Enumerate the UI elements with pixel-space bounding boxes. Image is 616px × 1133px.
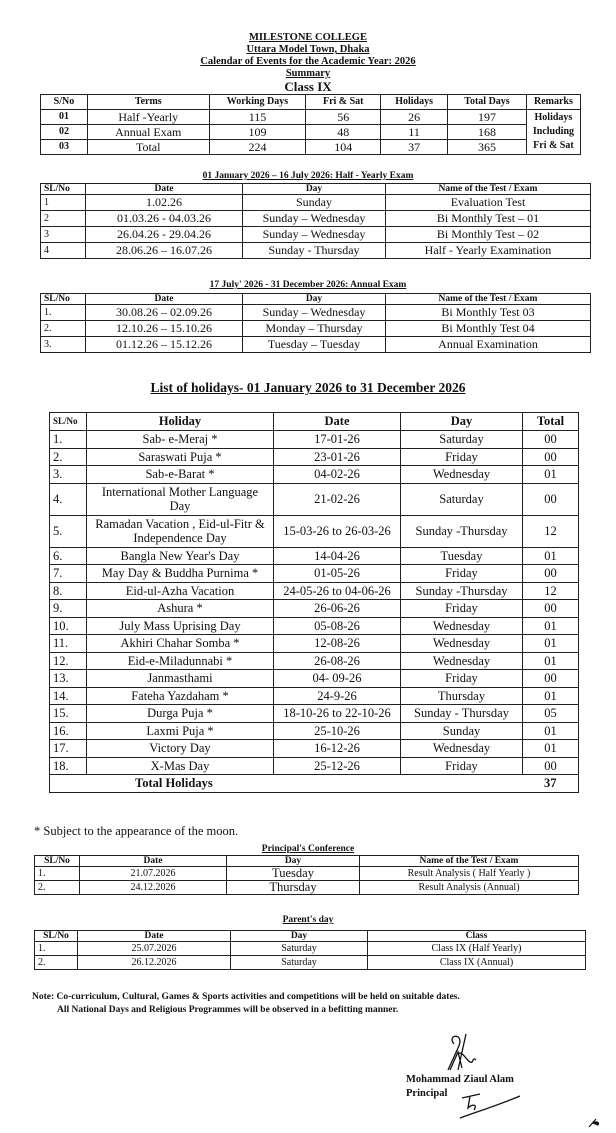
cell-day: Saturday xyxy=(401,483,523,515)
cell-sl: 10. xyxy=(50,617,87,635)
col-name: Name of the Test / Exam xyxy=(386,184,591,195)
cell-name: Half - Yearly Examination xyxy=(386,243,591,259)
cell-day: Wednesday xyxy=(401,617,523,635)
cell-total: 01 xyxy=(523,466,579,484)
cell-total: 01 xyxy=(523,687,579,705)
table-row xyxy=(50,431,579,449)
cell-holiday: Laxmi Puja * xyxy=(87,722,274,740)
summary-label: Summary xyxy=(285,68,331,79)
col-terms: Terms xyxy=(87,95,209,110)
cell-total: 01 xyxy=(523,635,579,653)
cell-day: Saturday xyxy=(401,431,523,449)
cell-date: 21.07.2026 xyxy=(80,867,227,881)
cell-day: Sunday - Thursday xyxy=(401,705,523,723)
table-row xyxy=(50,448,579,466)
cell-sl: 1. xyxy=(50,431,87,449)
col-date: Date xyxy=(80,856,227,867)
cell-frisat: 48 xyxy=(306,125,381,140)
table-row xyxy=(50,547,579,565)
cell-date: 04- 09-26 xyxy=(274,670,401,688)
cell-holiday: Durga Puja * xyxy=(87,705,274,723)
table-row xyxy=(35,881,579,895)
table-header-row xyxy=(35,856,579,867)
cell-holiday: X-Mas Day xyxy=(87,757,274,775)
cell-sno: 03 xyxy=(41,140,88,155)
cell-sl: 1. xyxy=(35,942,78,956)
cell-total: 01 xyxy=(523,617,579,635)
cell-sl: 1 xyxy=(41,195,86,211)
cell-holiday: Eid-ul-Azha Vacation xyxy=(87,582,274,600)
cell-name: Result Analysis (Annual) xyxy=(360,881,579,895)
cell-holiday: International Mother Language Day xyxy=(87,483,274,515)
cell-day: Sunday xyxy=(401,722,523,740)
col-sl: SL/No xyxy=(35,931,78,942)
table-row xyxy=(41,140,581,155)
cell-holiday: Ramadan Vacation , Eid-ul-Fitr & Independence Day xyxy=(87,515,274,547)
cell-day: Sunday xyxy=(243,195,386,211)
cell-term: Total xyxy=(87,140,209,155)
cell-working: 115 xyxy=(209,110,306,125)
col-class: Class xyxy=(368,931,586,942)
table-row xyxy=(50,740,579,758)
cell-frisat: 56 xyxy=(306,110,381,125)
annual-table xyxy=(40,293,591,353)
table-row xyxy=(50,617,579,635)
cell-name: Bi Monthly Test – 01 xyxy=(386,211,591,227)
cell-sl: 8. xyxy=(50,582,87,600)
cell-sl: 6. xyxy=(50,547,87,565)
cell-total: 01 xyxy=(523,740,579,758)
cell-total: 01 xyxy=(523,547,579,565)
cell-date: 01-05-26 xyxy=(274,565,401,583)
col-total: Total xyxy=(523,413,579,431)
summary-table xyxy=(40,94,581,155)
table-row xyxy=(41,321,591,337)
cell-working: 224 xyxy=(209,140,306,155)
cell-date: 26.04.26 - 29.04.26 xyxy=(86,227,243,243)
table-row xyxy=(50,565,579,583)
cell-term: Half -Yearly xyxy=(87,110,209,125)
col-day: Day xyxy=(243,294,386,305)
cell-name: Bi Monthly Test – 02 xyxy=(386,227,591,243)
cell-date: 26-06-26 xyxy=(274,600,401,618)
cell-frisat: 104 xyxy=(306,140,381,155)
cell-sl: 4. xyxy=(50,483,87,515)
seal-initial-icon xyxy=(456,1090,526,1120)
cell-holiday: Ashura * xyxy=(87,600,274,618)
college-address: Uttara Model Town, Dhaka xyxy=(246,44,370,55)
table-row xyxy=(50,705,579,723)
cell-date: 01.03.26 - 04.03.26 xyxy=(86,211,243,227)
moon-footnote: * Subject to the appearance of the moon. xyxy=(34,824,239,838)
cell-holiday: Bangla New Year's Day xyxy=(87,547,274,565)
cell-day: Thursday xyxy=(227,881,360,895)
cell-sl: 16. xyxy=(50,722,87,740)
table-row xyxy=(50,670,579,688)
cell-total: 197 xyxy=(448,110,527,125)
cell-total: 01 xyxy=(523,652,579,670)
table-row xyxy=(35,867,579,881)
table-row xyxy=(50,652,579,670)
table-row xyxy=(35,942,586,956)
cell-holiday: Victory Day xyxy=(87,740,274,758)
cell-class: Class IX (Annual) xyxy=(368,956,586,970)
cell-date: 25.07.2026 xyxy=(78,942,231,956)
col-holiday: Holiday xyxy=(87,413,274,431)
cell-total: 00 xyxy=(523,670,579,688)
cell-sl: 9. xyxy=(50,600,87,618)
cell-sl: 4 xyxy=(41,243,86,259)
table-row xyxy=(41,195,591,211)
cell-sl: 1. xyxy=(41,305,86,321)
col-day: Day xyxy=(243,184,386,195)
table-row xyxy=(41,243,591,259)
calendar-title: Calendar of Events for the Academic Year: 2026 xyxy=(200,56,416,67)
holidays-title: List of holidays- 01 January 2026 to 31 December 2026 xyxy=(150,380,466,395)
cell-name: Result Analysis ( Half Yearly ) xyxy=(360,867,579,881)
total-holidays-label: Total Holidays xyxy=(50,775,523,793)
half-yearly-title: 01 January 2026 – 16 July 2026: Half - Yearly Exam xyxy=(202,171,414,181)
cell-date: 14-04-26 xyxy=(274,547,401,565)
cell-date: 24.12.2026 xyxy=(80,881,227,895)
cell-day: Wednesday xyxy=(401,652,523,670)
cell-working: 109 xyxy=(209,125,306,140)
cell-day: Wednesday xyxy=(401,466,523,484)
table-row xyxy=(41,211,591,227)
cell-remarks: Holidays Including Fri & Sat xyxy=(526,110,580,155)
conference-title: Principal's Conference xyxy=(261,844,355,854)
college-name: MILESTONE COLLEGE xyxy=(249,32,367,43)
table-row xyxy=(50,515,579,547)
cell-day: Sunday – Wednesday xyxy=(243,227,386,243)
cell-sl: 13. xyxy=(50,670,87,688)
note-line-2: All National Days and Religious Programmes will be observed in a befitting manner. xyxy=(57,1005,399,1015)
cell-sl: 1. xyxy=(35,867,80,881)
table-header-row xyxy=(50,413,579,431)
cell-holiday: May Day & Buddha Purnima * xyxy=(87,565,274,583)
cell-day: Tuesday xyxy=(227,867,360,881)
cell-sl: 7. xyxy=(50,565,87,583)
table-row xyxy=(50,722,579,740)
cell-sl: 2. xyxy=(41,321,86,337)
cell-date: 18-10-26 to 22-10-26 xyxy=(274,705,401,723)
class-label: Class IX xyxy=(284,79,332,94)
cell-day: Monday – Thursday xyxy=(243,321,386,337)
cell-sl: 3. xyxy=(41,337,86,353)
total-holidays-row xyxy=(50,775,579,793)
signature-icon xyxy=(436,1030,496,1075)
note-text-1: Co-curriculum, Cultural, Games & Sports activities and competitions will be held on suitable dates. xyxy=(56,992,460,1002)
col-day: Day xyxy=(401,413,523,431)
col-sl: SL/No xyxy=(41,184,86,195)
cell-holiday: Eid-e-Miladunnabi * xyxy=(87,652,274,670)
cell-term: Annual Exam xyxy=(87,125,209,140)
cell-total: 00 xyxy=(523,483,579,515)
col-day: Day xyxy=(231,931,368,942)
table-row xyxy=(50,687,579,705)
cell-name: Evaluation Test xyxy=(386,195,591,211)
cell-date: 12-08-26 xyxy=(274,635,401,653)
cell-total: 00 xyxy=(523,431,579,449)
cell-day: Thursday xyxy=(401,687,523,705)
col-date: Date xyxy=(78,931,231,942)
table-row xyxy=(50,582,579,600)
parents-day-table xyxy=(34,930,586,970)
cell-day: Tuesday xyxy=(401,547,523,565)
cell-date: 30.08.26 – 02.09.26 xyxy=(86,305,243,321)
col-date: Date xyxy=(274,413,401,431)
cell-day: Saturday xyxy=(231,956,368,970)
cell-date: 23-01-26 xyxy=(274,448,401,466)
cell-name: Bi Monthly Test 03 xyxy=(386,305,591,321)
cell-day: Wednesday xyxy=(401,635,523,653)
col-date: Date xyxy=(86,294,243,305)
cell-date: 15-03-26 to 26-03-26 xyxy=(274,515,401,547)
holidays-table xyxy=(49,412,579,793)
cell-date: 25-12-26 xyxy=(274,757,401,775)
principal-name: Mohammad Ziaul Alam xyxy=(406,1074,514,1085)
cell-day: Sunday – Wednesday xyxy=(243,305,386,321)
cell-date: 24-9-26 xyxy=(274,687,401,705)
cell-sl: 2. xyxy=(35,881,80,895)
cell-holiday: Akhiri Chahar Somba * xyxy=(87,635,274,653)
cell-day: Sunday - Thursday xyxy=(243,243,386,259)
cell-holidays: 37 xyxy=(381,140,448,155)
cell-date: 26.12.2026 xyxy=(78,956,231,970)
table-row xyxy=(41,125,581,140)
table-row xyxy=(50,635,579,653)
conference-table xyxy=(34,855,579,895)
cell-name: Bi Monthly Test 04 xyxy=(386,321,591,337)
col-holidays: Holidays xyxy=(381,95,448,110)
note-line-1 xyxy=(32,991,460,1004)
table-row xyxy=(35,956,586,970)
cell-date: 01.12.26 – 15.12.26 xyxy=(86,337,243,353)
cell-sno: 01 xyxy=(41,110,88,125)
cell-date: 04-02-26 xyxy=(274,466,401,484)
table-row xyxy=(41,337,591,353)
col-date: Date xyxy=(86,184,243,195)
cell-holiday: Janmasthami xyxy=(87,670,274,688)
cell-total: 00 xyxy=(523,565,579,583)
cell-day: Friday xyxy=(401,600,523,618)
cell-holiday: July Mass Uprising Day xyxy=(87,617,274,635)
cell-date: 24-05-26 to 04-06-26 xyxy=(274,582,401,600)
cell-sl: 12. xyxy=(50,652,87,670)
cell-class: Class IX (Half Yearly) xyxy=(368,942,586,956)
table-row xyxy=(50,483,579,515)
cell-name: Annual Examination xyxy=(386,337,591,353)
col-fri-sat: Fri & Sat xyxy=(306,95,381,110)
cell-total: 00 xyxy=(523,448,579,466)
cell-day: Friday xyxy=(401,757,523,775)
cell-day: Sunday – Wednesday xyxy=(243,211,386,227)
cell-sl: 15. xyxy=(50,705,87,723)
col-total-days: Total Days xyxy=(448,95,527,110)
cell-date: 28.06.26 – 16.07.26 xyxy=(86,243,243,259)
cell-holiday: Sab- e-Meraj * xyxy=(87,431,274,449)
col-sl: SL/No xyxy=(50,413,87,431)
cell-sl: 11. xyxy=(50,635,87,653)
cell-total: 05 xyxy=(523,705,579,723)
cell-day: Wednesday xyxy=(401,740,523,758)
principal-title: Principal xyxy=(406,1088,448,1099)
table-header-row xyxy=(35,931,586,942)
table-row xyxy=(41,227,591,243)
table-header-row xyxy=(41,184,591,195)
cell-date: 25-10-26 xyxy=(274,722,401,740)
cell-day: Tuesday – Tuesday xyxy=(243,337,386,353)
table-row xyxy=(50,757,579,775)
annual-title: 17 July' 2026 - 31 December 2026: Annual Exam xyxy=(209,280,407,290)
cell-sl: 3 xyxy=(41,227,86,243)
cell-sno: 02 xyxy=(41,125,88,140)
cell-day: Saturday xyxy=(231,942,368,956)
cell-total: 00 xyxy=(523,757,579,775)
table-header-row xyxy=(41,294,591,305)
cell-sl: 2 xyxy=(41,211,86,227)
table-header-row xyxy=(41,95,581,110)
col-remarks: Remarks xyxy=(526,95,580,110)
cell-total: 12 xyxy=(523,582,579,600)
col-day: Day xyxy=(227,856,360,867)
table-row xyxy=(41,305,591,321)
cell-total: 12 xyxy=(523,515,579,547)
cell-date: 05-08-26 xyxy=(274,617,401,635)
table-row xyxy=(41,110,581,125)
col-name: Name of the Test / Exam xyxy=(386,294,591,305)
cell-day: Friday xyxy=(401,448,523,466)
cell-day: Sunday -Thursday xyxy=(401,582,523,600)
cell-date: 26-08-26 xyxy=(274,652,401,670)
cell-date: 16-12-26 xyxy=(274,740,401,758)
col-sl: SL/No xyxy=(35,856,80,867)
col-working-days: Working Days xyxy=(209,95,306,110)
cell-total: 365 xyxy=(448,140,527,155)
cell-sl: 3. xyxy=(50,466,87,484)
cell-sl: 14. xyxy=(50,687,87,705)
cell-date: 21-02-26 xyxy=(274,483,401,515)
cell-sl: 2. xyxy=(35,956,78,970)
col-sl: SL/No xyxy=(41,294,86,305)
cell-holidays: 26 xyxy=(381,110,448,125)
corner-mark-icon xyxy=(588,1116,602,1128)
cell-day: Friday xyxy=(401,565,523,583)
parents-day-title: Parent's day xyxy=(282,915,334,925)
cell-holiday: Fateha Yazdaham * xyxy=(87,687,274,705)
cell-day: Sunday -Thursday xyxy=(401,515,523,547)
cell-total: 168 xyxy=(448,125,527,140)
cell-total: 01 xyxy=(523,722,579,740)
cell-day: Friday xyxy=(401,670,523,688)
cell-date: 17-01-26 xyxy=(274,431,401,449)
cell-holiday: Saraswati Puja * xyxy=(87,448,274,466)
half-yearly-table xyxy=(40,183,591,259)
cell-sl: 5. xyxy=(50,515,87,547)
cell-sl: 18. xyxy=(50,757,87,775)
table-row xyxy=(50,466,579,484)
col-name: Name of the Test / Exam xyxy=(360,856,579,867)
cell-sl: 17. xyxy=(50,740,87,758)
cell-holiday: Sab-e-Barat * xyxy=(87,466,274,484)
col-sno: S/No xyxy=(41,95,88,110)
cell-sl: 2. xyxy=(50,448,87,466)
cell-date: 1.02.26 xyxy=(86,195,243,211)
cell-holidays: 11 xyxy=(381,125,448,140)
cell-date: 12.10.26 – 15.10.26 xyxy=(86,321,243,337)
cell-total: 00 xyxy=(523,600,579,618)
table-row xyxy=(50,600,579,618)
note-label: Note: xyxy=(32,992,55,1002)
total-holidays-value: 37 xyxy=(523,775,579,793)
